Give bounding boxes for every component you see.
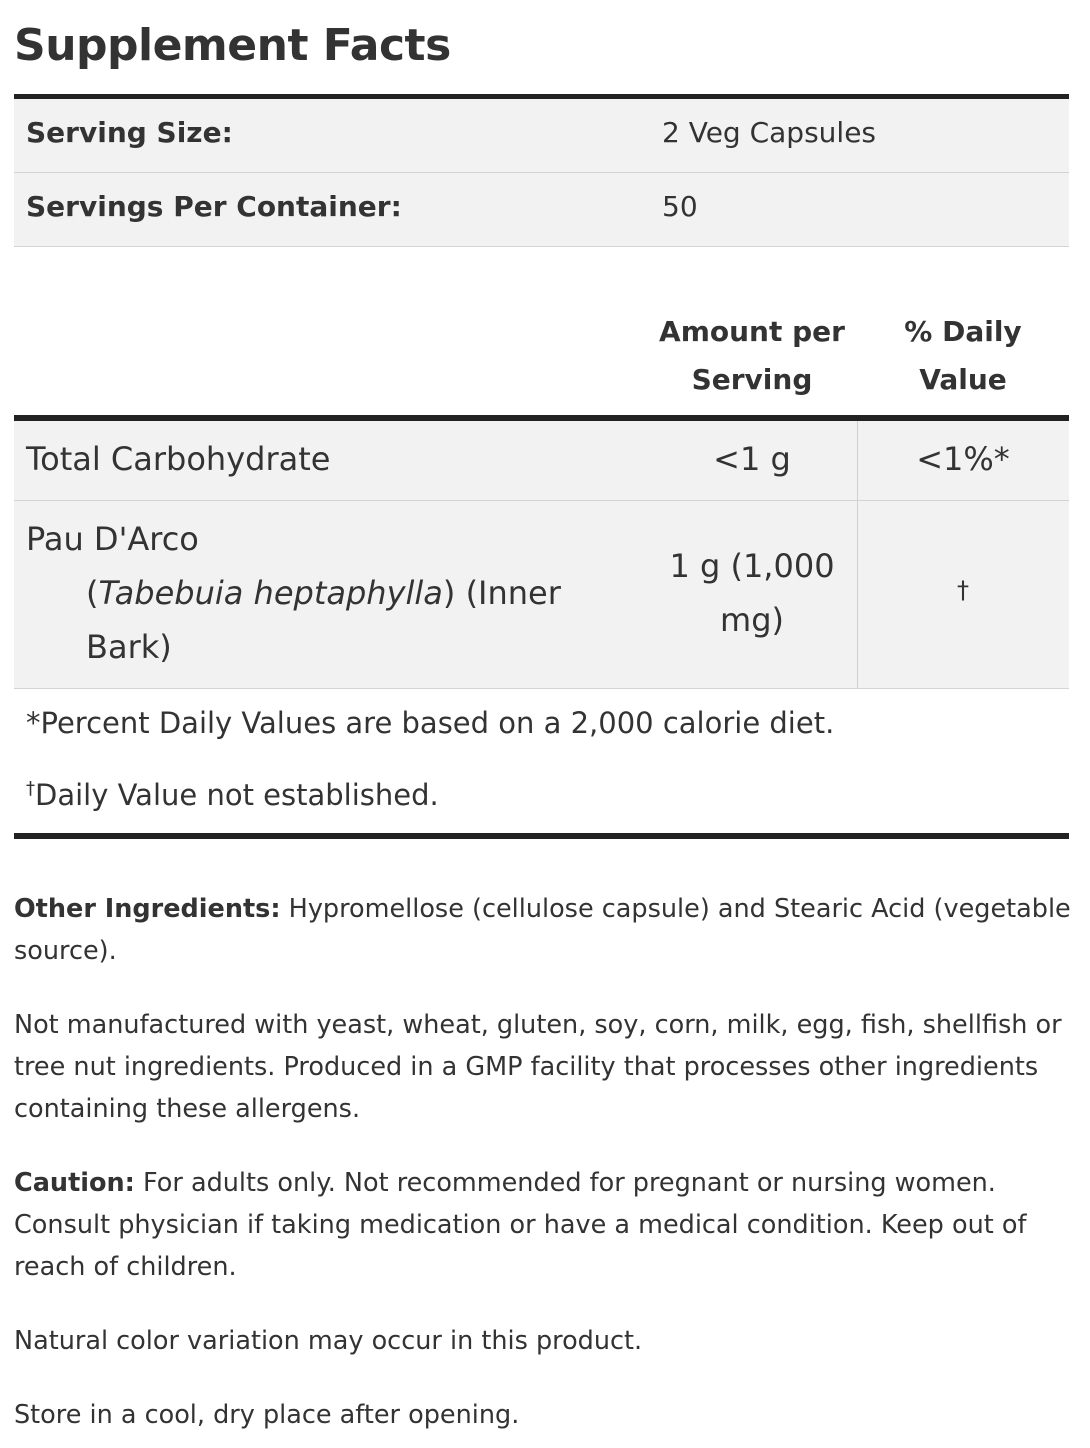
servings-per-container-value: 50 [662,190,698,223]
servings-per-container-label: Servings Per Container: [26,190,402,223]
table-row-divider [14,500,1069,501]
nutrient-name-total-carbohydrate: Total Carbohydrate [26,440,331,478]
serving-bottom-divider [14,246,1069,247]
allergen-paragraph: Not manufactured with yeast, wheat, gluten, soy, corn, milk, egg, fish, shellfish or tree nut ingredients. Produced in a GMP facility that processes other ingredients containing these allergens. [14,1010,1062,1124]
other-ingredients-text: Hypromellose (cellulose capsule) and Stearic Acid (vegetable source). [14,894,1071,966]
subname-latin: Tabebuia heptaphylla [98,574,443,612]
nutrient-name-pau-darco: Pau D'Arco [26,520,199,558]
serving-size-value: 2 Veg Capsules [662,116,877,149]
footnote-dv-not-established [26,778,439,812]
footnote-dagger-text: Daily Value not established. [35,778,439,812]
column-header-daily-value [868,308,1058,404]
footnote-bottom-rule [14,833,1069,839]
nutrient-amount-pau-darco-line2: mg) [720,601,784,639]
serving-size-label: Serving Size: [26,116,233,149]
footnote-percent-daily-values: *Percent Daily Values are based on a 2,000 calorie diet. [26,706,835,740]
other-ingredients-paragraph [14,888,1074,972]
caution-paragraph [14,1162,1074,1288]
other-ingredients-label: Other Ingredients: [14,894,281,924]
storage-note: Store in a cool, dry place after opening. [14,1400,520,1430]
column-header-dv-line2: Value [919,363,1007,396]
nutrient-subname-pau-darco [86,574,561,612]
caution-label: Caution: [14,1168,135,1198]
column-header-amount [652,308,852,404]
table-bottom-divider [14,688,1069,689]
column-header-amount-line1: Amount per [659,315,845,348]
page-title: Supplement Facts [14,20,451,71]
color-variation-note: Natural color variation may occur in this product. [14,1326,643,1356]
subname-part: ) (Inner [442,574,561,612]
subname-open-paren: ( [86,574,99,612]
nutrient-subname-line3: Bark) [86,628,172,666]
caution-text: For adults only. Not recommended for pregnant or nursing women. Consult physician if taking medication or have a medical condition. Keep out of reach of children. [14,1168,1027,1282]
nutrient-amount-total-carbohydrate: <1 g [713,440,791,478]
table-column-divider [857,421,858,689]
nutrient-dv-total-carbohydrate: <1%* [916,440,1010,478]
serving-divider [14,172,1069,173]
nutrient-amount-pau-darco-line1: 1 g (1,000 [669,547,835,585]
nutrient-dv-pau-darco: † [957,576,969,604]
column-header-dv-line1: % Daily [904,315,1022,348]
column-header-amount-line2: Serving [691,363,813,396]
dagger-symbol: † [26,778,35,799]
